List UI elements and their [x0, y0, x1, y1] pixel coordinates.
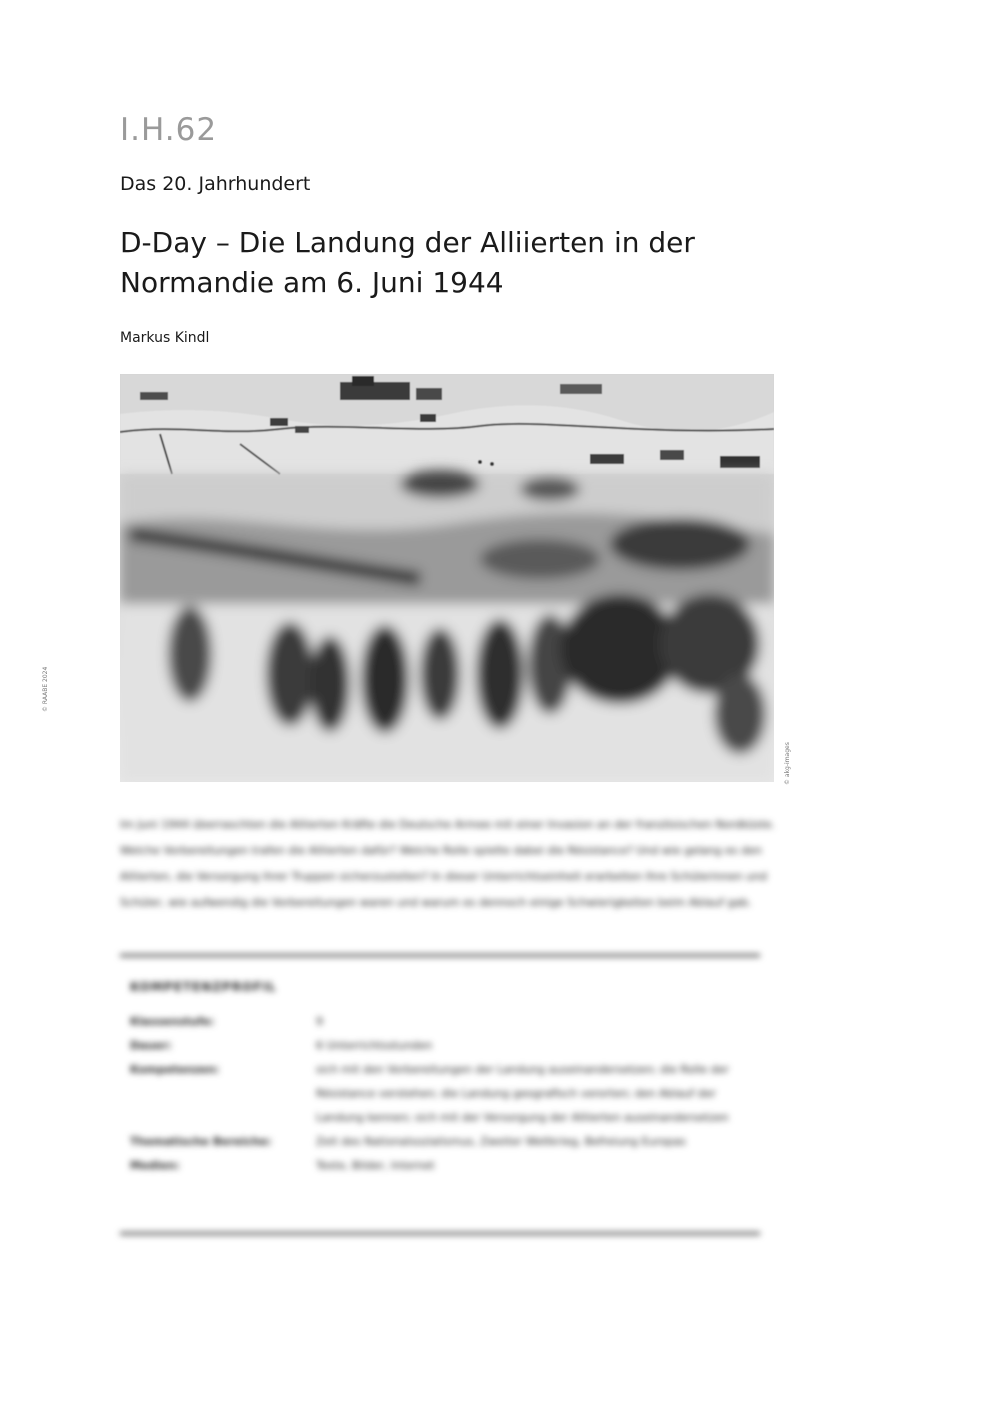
profile-value: Zeit des Nationalsozialismus, Zweiter Weltkrieg, Befreiung Europas — [316, 1135, 686, 1148]
competence-profile — [130, 980, 760, 1178]
profile-row — [130, 1010, 760, 1034]
profile-heading: KOMPETENZPROFIL — [130, 980, 277, 994]
profile-label: Dauer: — [130, 1039, 172, 1052]
profile-value: sich mit den Vorbereitungen der Landung auseinandersetzen; die Rolle der Résistance verstehen; die Landung geografisch verorten; den Ablauf der Landung kennen; sich mit der Versorgung der Alliierten auseinandersetzen — [316, 1063, 729, 1124]
profile-label: Thematische Bereiche: — [130, 1135, 272, 1148]
profile-row — [130, 1154, 760, 1178]
photo-credit: © akg-images — [784, 742, 791, 785]
series-code: I.H.62 — [120, 112, 218, 148]
document-title: D-Day – Die Landung der Alliierten in der Normandie am 6. Juni 1944 — [120, 226, 695, 299]
profile-value: Texte, Bilder, Internet — [316, 1159, 435, 1172]
profile-row — [130, 1130, 760, 1154]
landing-photo-image — [120, 374, 774, 782]
chapter-label: Das 20. Jahrhundert — [120, 173, 311, 195]
cover-photo — [120, 374, 774, 782]
profile-value: 9 — [316, 1015, 323, 1028]
profile-row — [130, 1034, 760, 1058]
intro-paragraph: Im Juni 1944 überraschten die Alliierten Kräfte die Deutsche Armee mit einer Invasion an der französischen Nordküste. Welche Vorbereitungen trafen die Alliierten dafür? Welche Rolle spielte dabei die Résistance? Und wie gelang es den Alliierten, die Versorgung ihrer Truppen sicherzustellen? In dieser Unterrichtseinheit erarbeiten Ihre Schülerinnen und Schüler, wie aufwendig die Vorbereitungen waren und warum es dennoch einige Schwierigkeiten beim Ablauf gab. — [120, 818, 775, 909]
divider-top — [120, 954, 760, 957]
divider-bottom — [120, 1232, 760, 1235]
profile-label: Klassenstufe: — [130, 1015, 215, 1028]
profile-label: Medien: — [130, 1159, 180, 1172]
profile-value: 6 Unterrichtsstunden — [316, 1039, 433, 1052]
copyright-left: © RAABE 2024 — [42, 666, 49, 712]
profile-row — [130, 1058, 760, 1130]
author: Markus Kindl — [120, 330, 210, 346]
profile-label: Kompetenzen: — [130, 1063, 220, 1076]
